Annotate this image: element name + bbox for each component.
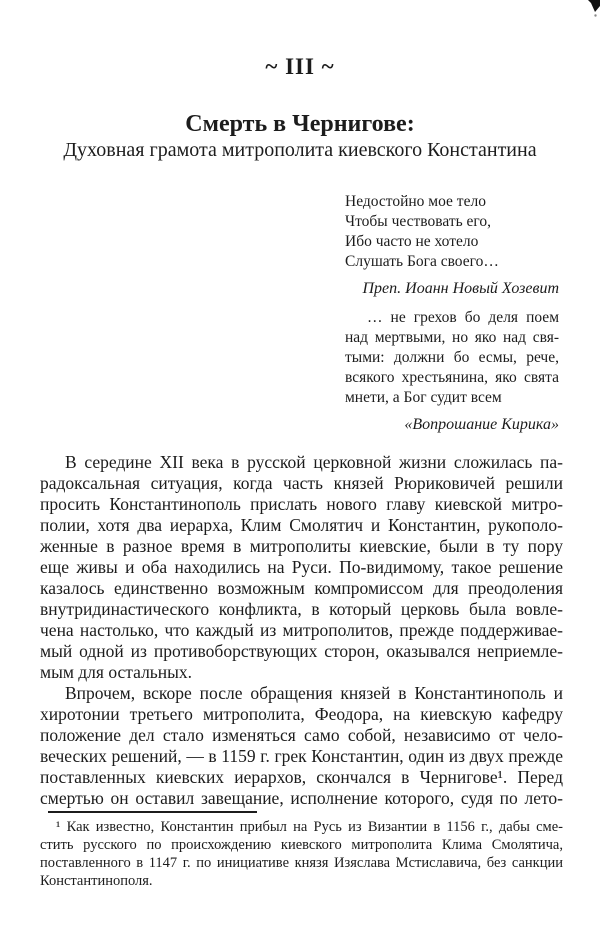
footnote-rule (48, 811, 257, 813)
body-paragraph-1: В середине XII века в русской церковной жизни сложилась па- радоксальная ситуация, когда часть князей Рюриковичей решили просить Константинополь прислать нового главу киевской митро- полии, хотя два иерарха, Клим Смолятич и Константин, рукополо- женные в разное время в митрополиты киевские, были в ту пору еще живы и оба находились на Руси. По-видимому, такое решение казалось единственно возможным компромиссом для преодоления внутридинастического конфликта, в который церковь была вовле- чена настолько, что каждый из митрополитов, прежде поддерживае- мый одной из противоборствующих сторон, оказывался неприемле- мым для остальных. (40, 452, 563, 682)
epigraph-quote (345, 308, 559, 435)
epigraph-quote-lines: … не грехов бо деля поем над мертвыми, но яко над свя- тыми: должни бо есмы, рече, всякого хрестьянина, яко свята мнети, а Бог судит всем (345, 309, 559, 406)
scan-corner-mark (584, 0, 600, 20)
chapter-title: Смерть в Чернигове: (185, 111, 415, 137)
body-paragraph-2: Впрочем, вскоре после обращения князей в Константинополь и хиротонии третьего митрополита, Феодора, на киевскую кафедру положение дел стало изменяться само собой, независимо от чело- веческих решений, — в 1159 г. грек Константин, один из двух прежде поставленных киевских иерархов, скончался в Чернигове¹. Перед смертью он оставил завещание, исполнение которого, судя по лето- (40, 683, 563, 808)
chapter-heading (0, 110, 600, 162)
epigraph-poem (345, 192, 559, 299)
epigraph-quote-attribution: «Вопрошание Кирика» (404, 416, 559, 433)
body-text (40, 452, 563, 809)
chapter-number: ~ III ~ (265, 54, 335, 79)
epigraph-poem-attribution: Преп. Иоанн Новый Хозевит (362, 280, 559, 297)
chapter-subtitle: Духовная грамота митрополита киевского Константина (63, 139, 537, 161)
epigraph-poem-lines: Недостойно мое тело Чтобы чествовать его, Ибо часто не хотело Слушать Бога своего… (345, 193, 499, 270)
footnote-text: ¹ Как известно, Константин прибыл на Русь из Византии в 1156 г., дабы сме- стить русского по происхождению киевского митрополита Клима Смолятича, поставленного в 1147 г. по инициативе князя Изяслава Мстиславича, без санкции Константинополя. (40, 819, 563, 889)
